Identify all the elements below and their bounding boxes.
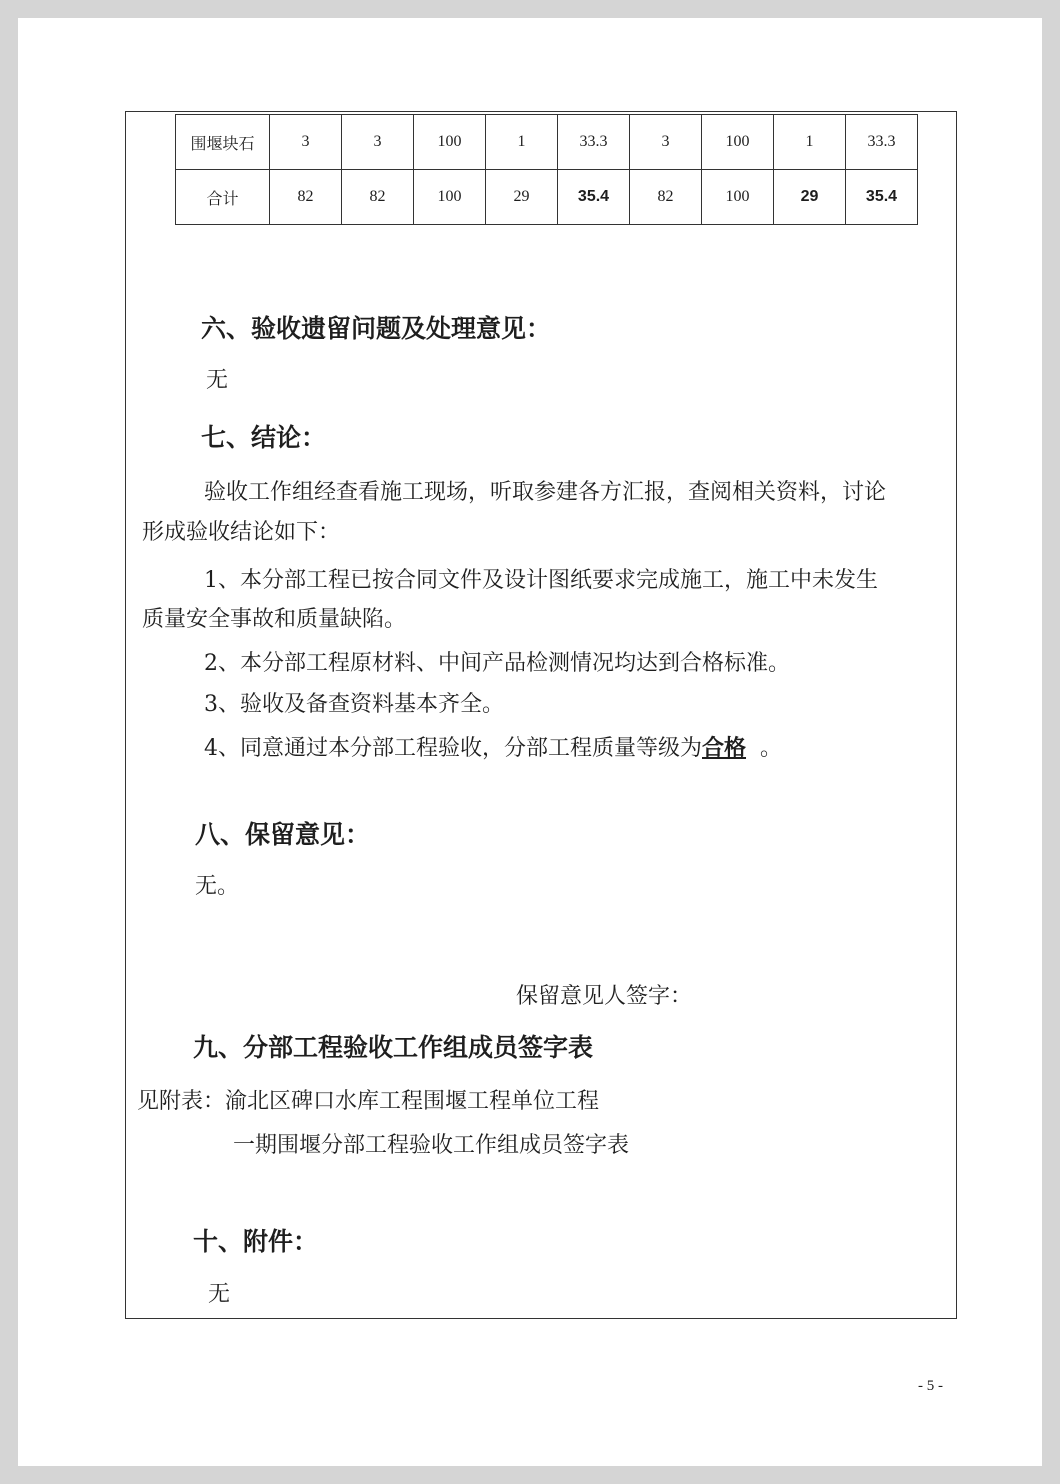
value-cell: 29	[774, 170, 846, 225]
reservation-signature-label: 保留意见人签字：	[516, 984, 693, 1009]
value-cell: 82	[342, 170, 414, 225]
section-8-heading: 八、保留意见：	[195, 820, 371, 849]
value-cell: 33.3	[558, 115, 630, 170]
row-label-cell: 围堰块石	[176, 115, 270, 170]
value-cell: 100	[414, 170, 486, 225]
conclusion-item4	[204, 731, 782, 762]
row-label-cell: 合计	[176, 170, 270, 225]
value-cell: 3	[270, 115, 342, 170]
page-number: - 5 -	[918, 1378, 943, 1394]
value-cell: 35.4	[846, 170, 918, 225]
value-cell: 100	[702, 170, 774, 225]
conclusion-item2: 2、本分部工程原材料、中间产品检测情况均达到合格标准。	[204, 651, 790, 676]
quality-summary-table	[175, 114, 918, 225]
value-cell: 100	[702, 115, 774, 170]
value-cell: 35.4	[558, 170, 630, 225]
conclusion-intro-line1: 验收工作组经查看施工现场，听取参建各方汇报，查阅相关资料，讨论	[204, 480, 887, 505]
section-6-body: 无	[206, 368, 229, 393]
value-cell: 100	[414, 115, 486, 170]
conclusion-item1-line1: 1、本分部工程已按合同文件及设计图纸要求完成施工，施工中未发生	[204, 568, 878, 593]
value-cell: 29	[486, 170, 558, 225]
document-page	[18, 18, 1042, 1466]
conclusion-item4-text: 4、同意通过本分部工程验收，分部工程质量等级为	[204, 736, 702, 761]
section-10-body: 无	[208, 1282, 231, 1307]
conclusion-item1-line2: 质量安全事故和质量缺陷。	[142, 607, 407, 632]
value-cell: 1	[774, 115, 846, 170]
section-6-heading: 六、验收遗留问题及处理意见：	[201, 314, 552, 343]
value-cell: 33.3	[846, 115, 918, 170]
value-cell: 3	[630, 115, 702, 170]
section-9-heading: 九、分部工程验收工作组成员签字表	[193, 1033, 594, 1062]
table-row	[176, 115, 918, 170]
value-cell: 82	[630, 170, 702, 225]
value-cell: 1	[486, 115, 558, 170]
conclusion-item3: 3、验收及备查资料基本齐全。	[204, 692, 504, 717]
appendix-line1: 见附表：渝北区碑口水库工程围堰工程单位工程	[137, 1089, 600, 1114]
conclusion-intro-line2: 形成验收结论如下：	[142, 520, 341, 545]
value-cell: 82	[270, 170, 342, 225]
section-8-body: 无。	[195, 874, 240, 899]
quality-grade: 合格	[702, 735, 747, 761]
table-row	[176, 170, 918, 225]
appendix-line2: 一期围堰分部工程验收工作组成员签字表	[233, 1133, 630, 1158]
section-7-heading: 七、结论：	[201, 423, 327, 452]
section-10-heading: 十、附件：	[193, 1227, 319, 1256]
conclusion-item4-end: 。	[760, 736, 783, 761]
value-cell: 3	[342, 115, 414, 170]
